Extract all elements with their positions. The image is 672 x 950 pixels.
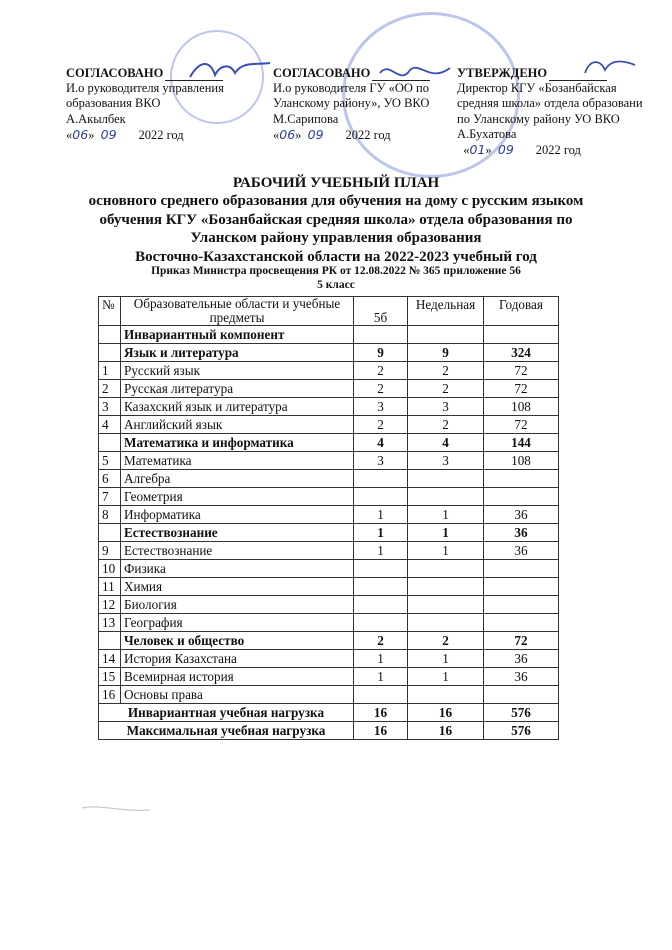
document-title: РАБОЧИЙ УЧЕБНЫЙ ПЛАН — [232, 175, 440, 191]
row-num: 8 — [99, 506, 121, 524]
row-yearly-hours: 108 — [484, 398, 559, 416]
table-header-row — [99, 297, 559, 326]
row-weekly-hours: 2 — [408, 380, 484, 398]
row-class-hours: 2 — [354, 632, 408, 650]
row-num: 11 — [99, 578, 121, 596]
row-class-hours — [354, 326, 408, 344]
row-subject: Казахский язык и литература — [121, 398, 354, 416]
table-row — [99, 596, 559, 614]
table-row — [99, 434, 559, 452]
total-c1: 16 — [354, 704, 408, 722]
row-yearly-hours: 72 — [484, 362, 559, 380]
row-num — [99, 632, 121, 650]
row-num — [99, 326, 121, 344]
row-weekly-hours: 3 — [408, 398, 484, 416]
row-num: 4 — [99, 416, 121, 434]
row-yearly-hours: 36 — [484, 524, 559, 542]
approval-heading: УТВЕРЖДЕНО — [457, 66, 548, 80]
row-yearly-hours — [484, 488, 559, 506]
row-weekly-hours: 2 — [408, 632, 484, 650]
table-row — [99, 542, 559, 560]
row-yearly-hours: 72 — [484, 380, 559, 398]
row-subject: Основы права — [121, 686, 354, 704]
row-yearly-hours: 72 — [484, 632, 559, 650]
row-class-hours: 2 — [354, 362, 408, 380]
row-class-hours: 1 — [354, 542, 408, 560]
row-num: 15 — [99, 668, 121, 686]
row-subject: Язык и литература — [121, 344, 354, 362]
approval-line: И.о руководителя ГУ «ОО по — [273, 81, 429, 96]
row-num: 13 — [99, 614, 121, 632]
row-class-hours: 3 — [354, 398, 408, 416]
row-subject: Математика — [121, 452, 354, 470]
total-c2: 16 — [408, 704, 484, 722]
row-class-hours — [354, 614, 408, 632]
table-row — [99, 632, 559, 650]
table-row — [99, 488, 559, 506]
row-subject: Алгебра — [121, 470, 354, 488]
approval-heading: СОГЛАСОВАНО — [273, 66, 371, 80]
table-row — [99, 506, 559, 524]
row-class-hours: 1 — [354, 524, 408, 542]
document-subtitle: основного среднего образования для обучения на дому с русским языком обучения КГУ «Бозанбайская средняя школа» отдела образования по Уланском району управления образования Восточно-Казахстанской области на 2022-2023 учебный год — [88, 193, 584, 265]
row-class-hours: 9 — [354, 344, 408, 362]
header-subject: Образовательные области и учебные предметы — [121, 297, 354, 326]
row-subject: История Казахстана — [121, 650, 354, 668]
row-subject: Физика — [121, 560, 354, 578]
table-row — [99, 668, 559, 686]
row-yearly-hours: 36 — [484, 506, 559, 524]
approval-heading: СОГЛАСОВАНО — [66, 66, 164, 80]
row-num: 14 — [99, 650, 121, 668]
approval-line: Директор КГУ «Бозанбайская — [457, 81, 617, 96]
table-row — [99, 326, 559, 344]
row-weekly-hours: 2 — [408, 362, 484, 380]
total-label: Инвариантная учебная нагрузка — [99, 704, 354, 722]
row-yearly-hours — [484, 560, 559, 578]
approval-block-1 — [66, 66, 256, 143]
signature-line — [165, 68, 223, 81]
row-subject: Человек и общество — [121, 632, 354, 650]
approval-line: средняя школа» отдела образовани — [457, 96, 643, 111]
row-num: 3 — [99, 398, 121, 416]
row-weekly-hours: 9 — [408, 344, 484, 362]
row-weekly-hours — [408, 488, 484, 506]
row-subject: Русский язык — [121, 362, 354, 380]
approval-date: «06» 09 2022 год — [273, 126, 391, 142]
table-row — [99, 614, 559, 632]
grade-label: 5 класс — [317, 279, 355, 291]
row-subject: Естествознание — [121, 542, 354, 560]
approval-line: А.Бухатова — [457, 126, 517, 141]
row-yearly-hours — [484, 578, 559, 596]
row-weekly-hours: 1 — [408, 506, 484, 524]
row-class-hours: 1 — [354, 650, 408, 668]
row-yearly-hours — [484, 614, 559, 632]
signature-line — [549, 68, 607, 81]
row-class-hours: 1 — [354, 506, 408, 524]
table-row — [99, 650, 559, 668]
header-num: № — [99, 297, 121, 326]
row-weekly-hours — [408, 614, 484, 632]
approval-line: образования ВКО — [66, 96, 161, 111]
row-num: 9 — [99, 542, 121, 560]
row-class-hours: 2 — [354, 380, 408, 398]
row-weekly-hours: 1 — [408, 650, 484, 668]
bottom-mark — [80, 800, 160, 820]
table-row — [99, 344, 559, 362]
row-subject: Всемирная история — [121, 668, 354, 686]
row-class-hours — [354, 488, 408, 506]
row-weekly-hours: 1 — [408, 668, 484, 686]
curriculum-table — [98, 296, 559, 740]
row-yearly-hours: 144 — [484, 434, 559, 452]
approval-date: «01» 09 2022 год — [463, 142, 581, 158]
row-weekly-hours: 2 — [408, 416, 484, 434]
row-class-hours: 1 — [354, 668, 408, 686]
row-yearly-hours — [484, 596, 559, 614]
row-subject: Химия — [121, 578, 354, 596]
row-weekly-hours: 4 — [408, 434, 484, 452]
row-num: 16 — [99, 686, 121, 704]
table-row — [99, 452, 559, 470]
row-class-hours: 2 — [354, 416, 408, 434]
row-weekly-hours — [408, 578, 484, 596]
row-class-hours: 3 — [354, 452, 408, 470]
row-weekly-hours — [408, 686, 484, 704]
total-c3: 576 — [484, 704, 559, 722]
row-yearly-hours: 36 — [484, 650, 559, 668]
row-weekly-hours: 1 — [408, 524, 484, 542]
row-subject: Инвариантный компонент — [121, 326, 354, 344]
table-total-row — [99, 722, 559, 740]
table-row — [99, 470, 559, 488]
row-class-hours — [354, 560, 408, 578]
approval-block-2 — [273, 66, 458, 143]
row-num: 1 — [99, 362, 121, 380]
row-subject: География — [121, 614, 354, 632]
row-weekly-hours — [408, 326, 484, 344]
row-yearly-hours: 36 — [484, 542, 559, 560]
row-subject: Информатика — [121, 506, 354, 524]
row-weekly-hours: 3 — [408, 452, 484, 470]
row-yearly-hours: 36 — [484, 668, 559, 686]
table-row — [99, 416, 559, 434]
table-total-row — [99, 704, 559, 722]
table-row — [99, 524, 559, 542]
row-yearly-hours: 324 — [484, 344, 559, 362]
total-c1: 16 — [354, 722, 408, 740]
signature-line — [372, 68, 430, 81]
table-row — [99, 380, 559, 398]
row-subject: Биология — [121, 596, 354, 614]
row-yearly-hours: 108 — [484, 452, 559, 470]
table-row — [99, 578, 559, 596]
header-weekly: Недельная — [408, 297, 484, 326]
approval-date: «06» 09 2022 год — [66, 126, 184, 142]
row-yearly-hours — [484, 470, 559, 488]
row-subject: Английский язык — [121, 416, 354, 434]
approval-block-3 — [457, 66, 662, 158]
table-row — [99, 398, 559, 416]
row-yearly-hours — [484, 686, 559, 704]
row-yearly-hours — [484, 326, 559, 344]
row-subject: Математика и информатика — [121, 434, 354, 452]
total-c2: 16 — [408, 722, 484, 740]
approval-line: А.Акылбек — [66, 111, 126, 126]
row-num: 5 — [99, 452, 121, 470]
row-num — [99, 524, 121, 542]
row-weekly-hours — [408, 560, 484, 578]
row-weekly-hours — [408, 596, 484, 614]
row-class-hours — [354, 596, 408, 614]
row-class-hours: 4 — [354, 434, 408, 452]
row-subject: Геометрия — [121, 488, 354, 506]
approval-line: И.о руководителя управления — [66, 81, 224, 96]
row-class-hours — [354, 578, 408, 596]
header-yearly: Годовая — [484, 297, 559, 326]
order-reference: Приказ Министра просвещения РК от 12.08.2022 № 365 приложение 56 — [151, 265, 521, 277]
row-num: 7 — [99, 488, 121, 506]
row-num: 6 — [99, 470, 121, 488]
row-num: 10 — [99, 560, 121, 578]
total-c3: 576 — [484, 722, 559, 740]
row-num — [99, 344, 121, 362]
total-label: Максимальная учебная нагрузка — [99, 722, 354, 740]
table-row — [99, 362, 559, 380]
row-yearly-hours: 72 — [484, 416, 559, 434]
approval-line: М.Сарипова — [273, 111, 339, 126]
row-num — [99, 434, 121, 452]
row-weekly-hours: 1 — [408, 542, 484, 560]
header-class: 5б — [354, 297, 408, 326]
row-class-hours — [354, 470, 408, 488]
row-weekly-hours — [408, 470, 484, 488]
table-row — [99, 686, 559, 704]
row-num: 2 — [99, 380, 121, 398]
approval-line: по Уланскому району УО ВКО — [457, 111, 620, 126]
table-row — [99, 560, 559, 578]
row-subject: Русская литература — [121, 380, 354, 398]
row-num: 12 — [99, 596, 121, 614]
row-class-hours — [354, 686, 408, 704]
approval-line: Уланскому району», УО ВКО — [273, 96, 430, 111]
row-subject: Естествознание — [121, 524, 354, 542]
